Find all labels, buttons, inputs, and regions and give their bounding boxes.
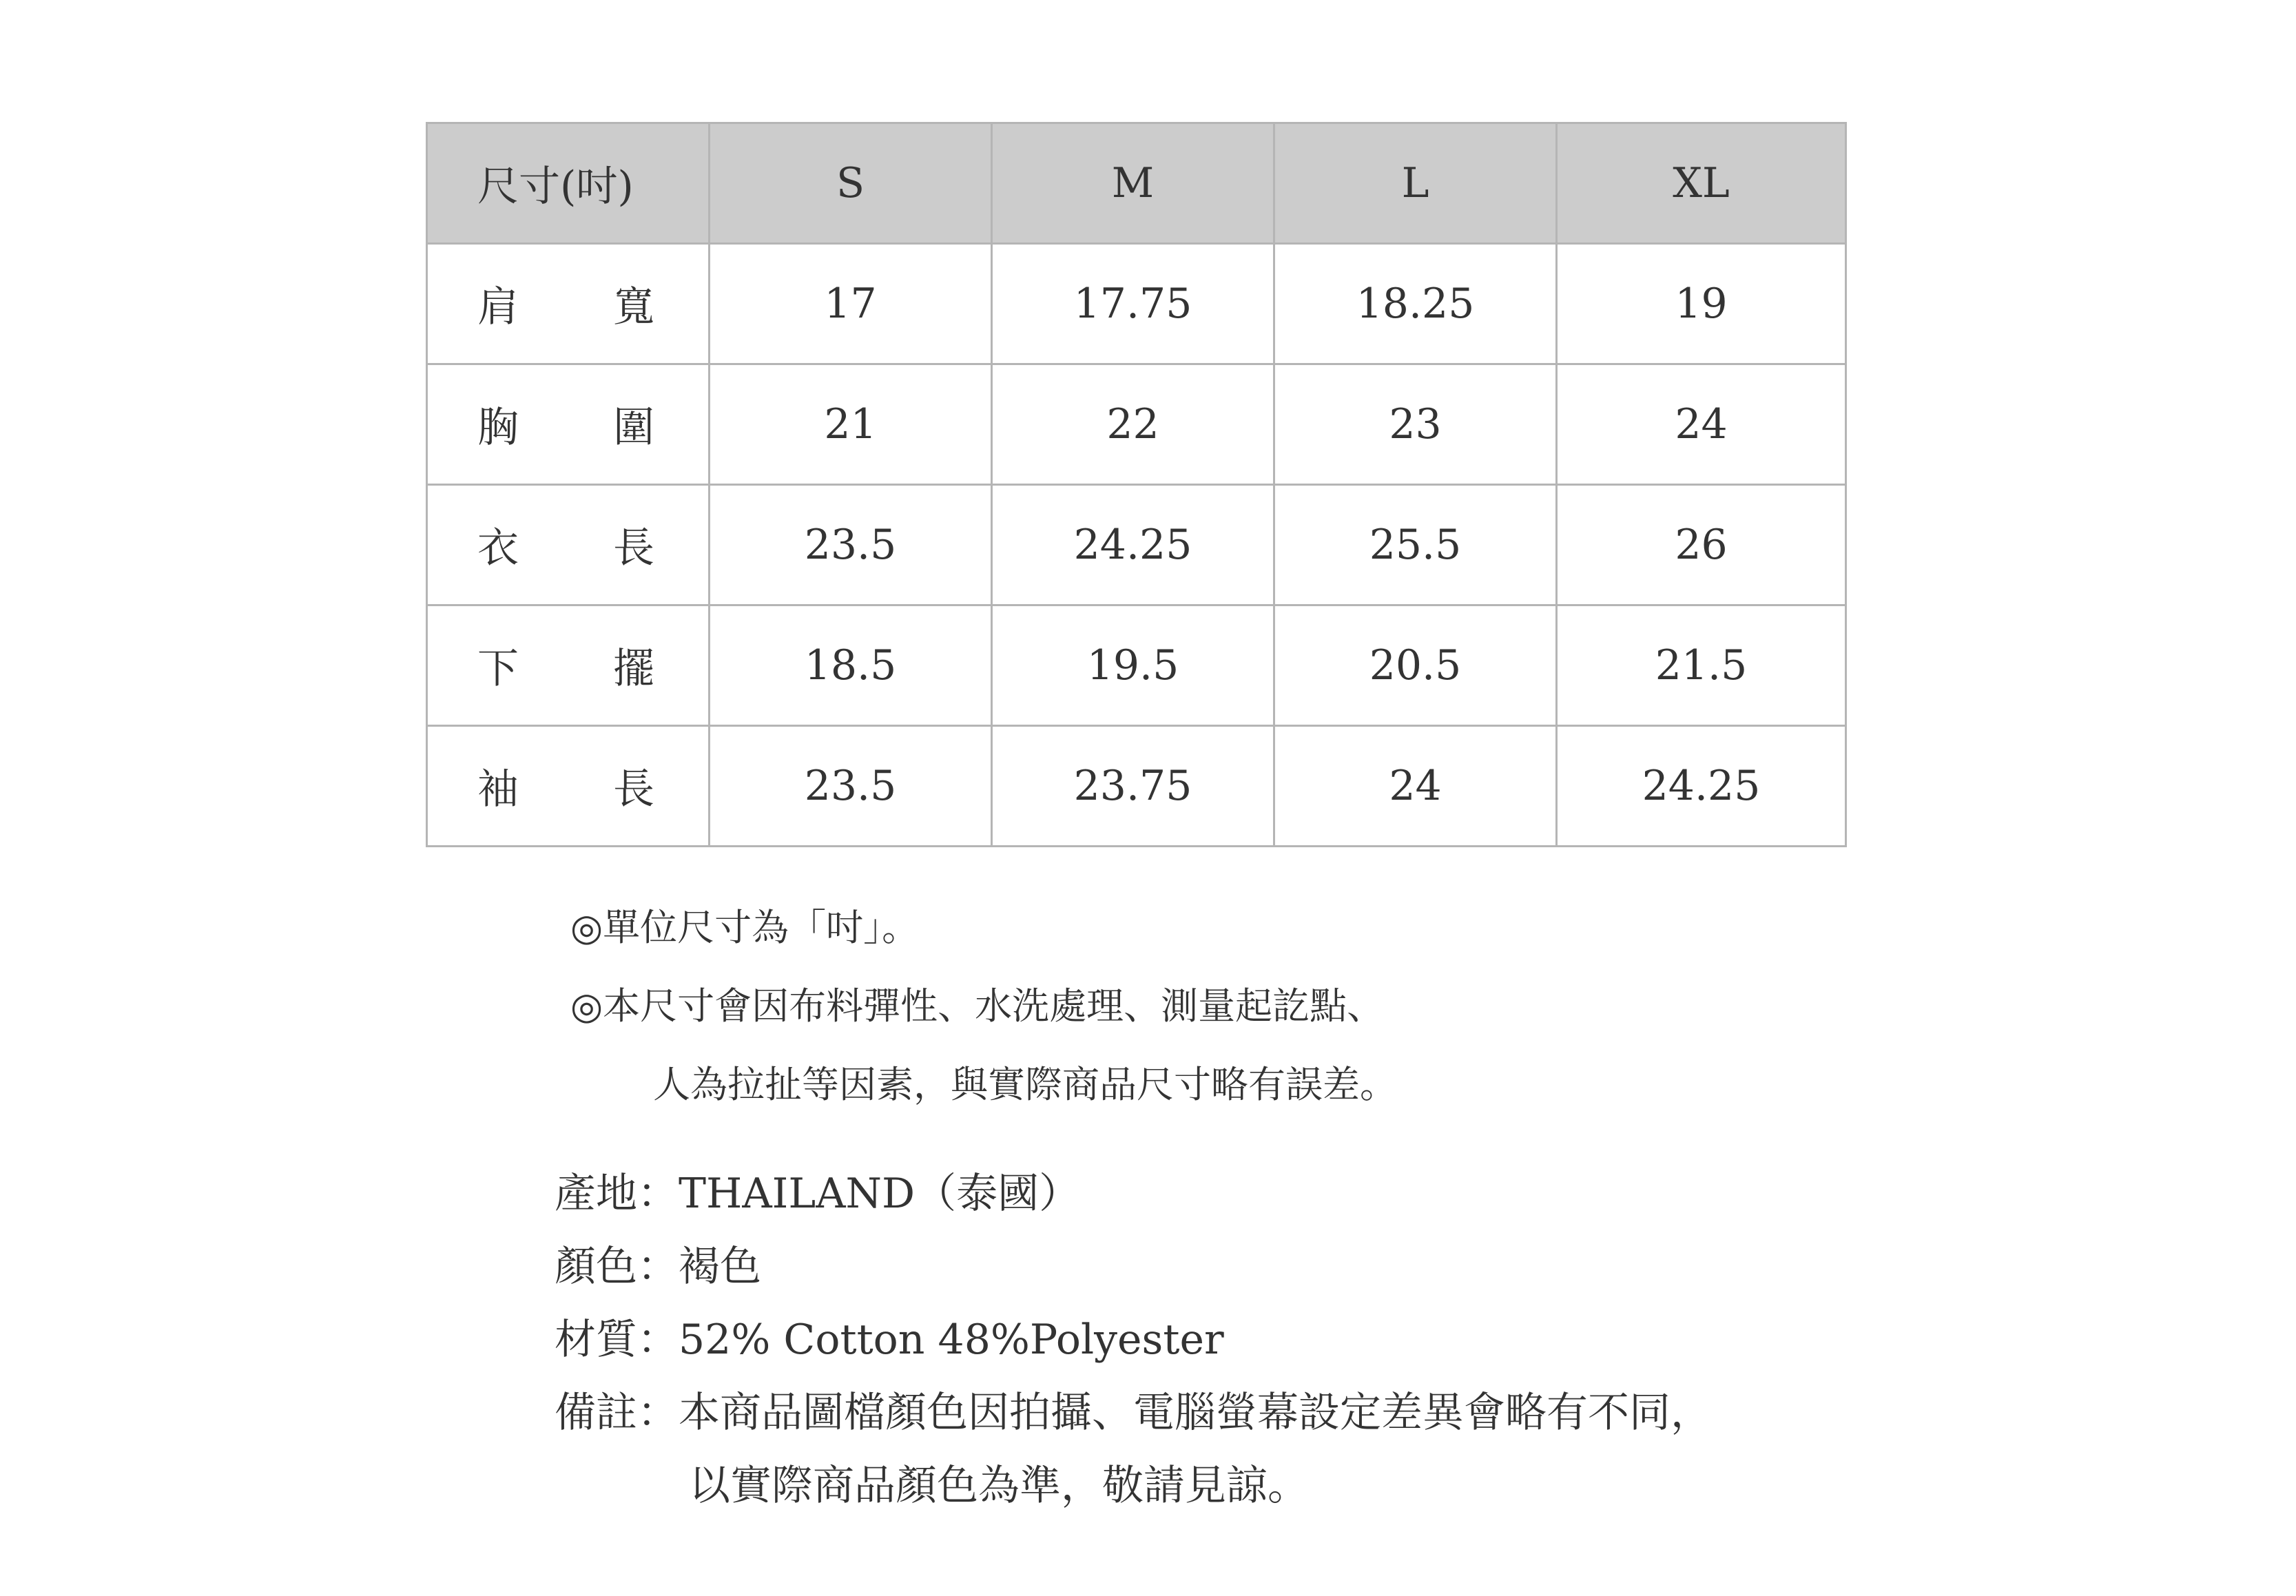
header-size-l: L — [1274, 123, 1557, 244]
row-label-char: 肩 — [477, 283, 519, 331]
table-row — [427, 485, 1846, 605]
table-cell: 18.25 — [1274, 244, 1557, 364]
table-cell: 23 — [1274, 364, 1557, 485]
table-cell: 26 — [1557, 485, 1846, 605]
table-cell: 17 — [710, 244, 992, 364]
row-label-length — [427, 485, 710, 605]
row-label-char: 袖 — [477, 765, 519, 813]
material-label: 材質： — [555, 1316, 679, 1364]
table-cell: 19 — [1557, 244, 1846, 364]
header-size-s: S — [710, 123, 992, 244]
table-cell: 20.5 — [1274, 605, 1557, 726]
row-label-char: 長 — [613, 524, 654, 572]
table-cell: 25.5 — [1274, 485, 1557, 605]
row-label-char: 胸 — [477, 404, 519, 452]
material-value: 52% Cotton 48%Polyester — [679, 1316, 1224, 1364]
table-row — [427, 244, 1846, 364]
table-cell: 21.5 — [1557, 605, 1846, 726]
table-cell: 23.5 — [710, 485, 992, 605]
table-row — [427, 605, 1846, 726]
info-material — [555, 1303, 1712, 1376]
row-label-hem — [427, 605, 710, 726]
table-cell: 24 — [1274, 726, 1557, 847]
row-label-char: 長 — [613, 765, 654, 813]
row-label-shoulder — [427, 244, 710, 364]
row-label-char: 寬 — [613, 283, 654, 331]
table-row — [427, 726, 1846, 847]
header-size-m: M — [992, 123, 1274, 244]
color-value: 褐色 — [679, 1243, 761, 1291]
info-color — [555, 1230, 1712, 1303]
table-cell: 23.75 — [992, 726, 1274, 847]
header-size-xl: XL — [1557, 123, 1846, 244]
table-row — [427, 364, 1846, 485]
origin-label: 產地： — [555, 1170, 679, 1218]
row-label-chest — [427, 364, 710, 485]
table-cell: 19.5 — [992, 605, 1274, 726]
table-cell: 24.25 — [1557, 726, 1846, 847]
row-label-sleeve — [427, 726, 710, 847]
header-size-inch: 尺寸(吋) — [427, 123, 710, 244]
table-cell: 17.75 — [992, 244, 1274, 364]
note-unit: ◎單位尺寸為「吋」。 — [570, 906, 920, 949]
table-cell: 24.25 — [992, 485, 1274, 605]
row-label-char: 圍 — [613, 404, 654, 452]
info-remark — [555, 1376, 1712, 1449]
table-cell: 22 — [992, 364, 1274, 485]
table-cell: 24 — [1557, 364, 1846, 485]
table-cell: 18.5 — [710, 605, 992, 726]
note-variance-cont: 人為拉扯等因素，與實際商品尺寸略有誤差。 — [653, 1063, 1397, 1106]
origin-value: THAILAND（泰國） — [679, 1170, 1081, 1218]
color-label: 顏色： — [555, 1243, 679, 1291]
remark-value-cont: 以實際商品顏色為準，敬請見諒。 — [689, 1462, 1309, 1510]
row-label-char: 衣 — [477, 524, 519, 572]
row-label-char: 擺 — [613, 645, 654, 693]
remark-label: 備註： — [555, 1389, 679, 1437]
note-variance: ◎本尺寸會因布料彈性、水洗處理、測量起訖點、 — [570, 984, 1385, 1028]
row-label-char: 下 — [477, 645, 519, 693]
table-cell: 21 — [710, 364, 992, 485]
size-chart-table — [426, 122, 1847, 847]
table-cell: 23.5 — [710, 726, 992, 847]
info-origin — [555, 1157, 1712, 1230]
measurement-notes — [570, 889, 1397, 1124]
table-header-row — [427, 123, 1846, 244]
product-info — [555, 1157, 1712, 1522]
remark-value: 本商品圖檔顏色因拍攝、電腦螢幕設定差異會略有不同， — [679, 1389, 1712, 1437]
